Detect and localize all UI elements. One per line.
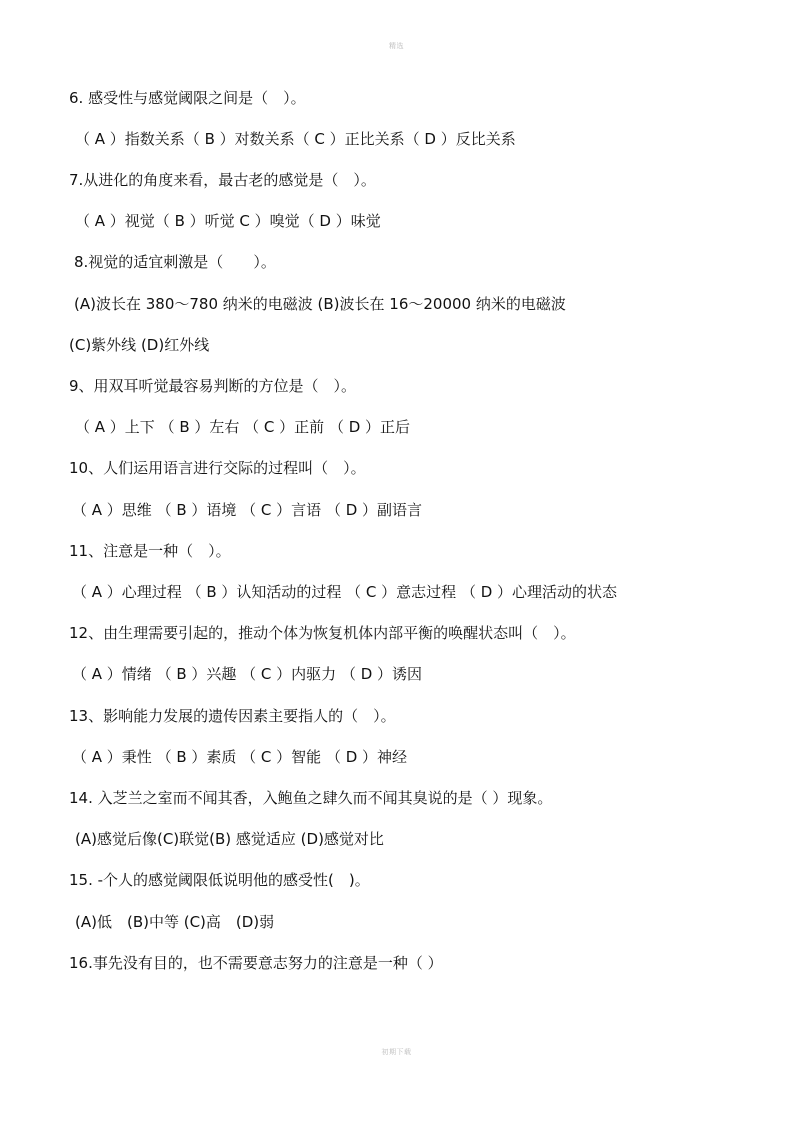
- question-13-options: （ A ）秉性 （ B ）素质 （ C ）智能 （ D ）神经: [72, 748, 408, 766]
- question-16: 16.事先没有目的，也不需要意志努力的注意是一种（ ）: [69, 954, 443, 972]
- question-8: 8.视觉的适宜刺激是（ ）。: [74, 253, 276, 271]
- question-6-options: （ A ）指数关系（ B ）对数关系（ C ）正比关系（ D ）反比关系: [75, 130, 516, 148]
- question-9-options: （ A ）上下 （ B ）左右 （ C ）正前 （ D ）正后: [75, 418, 411, 436]
- question-8-options-c-d: (C)紫外线 (D)红外线: [69, 336, 210, 354]
- question-7: 7.从进化的角度来看，最古老的感觉是（ ）。: [69, 171, 376, 189]
- question-15-options: (A)低 (B)中等 (C)高 (D)弱: [75, 913, 275, 931]
- question-15: 15. -个人的感觉阈限低说明他的感受性( )。: [69, 871, 370, 889]
- question-11: 11、注意是一种（ ）。: [69, 542, 231, 560]
- question-10: 10、人们运用语言进行交际的过程叫（ ）。: [69, 459, 366, 477]
- question-12-options: （ A ）情绪 （ B ）兴趣 （ C ）内驱力 （ D ）诱因: [72, 665, 423, 683]
- question-10-options: （ A ）思维 （ B ）语境 （ C ）言语 （ D ）副语言: [72, 501, 423, 519]
- question-11-options: （ A ）心理过程 （ B ）认知活动的过程 （ C ）意志过程 （ D ）心理活动的状态: [72, 583, 618, 601]
- footer-watermark: 初期下载: [381, 1048, 412, 1056]
- question-14-options: (A)感觉后像(C)联觉(B) 感觉适应 (D)感觉对比: [75, 830, 384, 848]
- question-14: 14. 入芝兰之室而不闻其香，入鲍鱼之肆久而不闻其臭说的是（ ）现象。: [69, 789, 553, 807]
- question-8-options-a-b: (A)波长在 380～780 纳米的电磁波 (B)波长在 16～20000 纳米的电磁波: [74, 295, 566, 313]
- question-6: 6. 感受性与感觉阈限之间是（ ）。: [69, 89, 306, 107]
- question-7-options: （ A ）视觉（ B ）听觉 C ）嗅觉（ D ）味觉: [75, 212, 381, 230]
- header-watermark: 精选: [389, 42, 404, 50]
- question-12: 12、由生理需要引起的，推动个体为恢复机体内部平衡的唤醒状态叫（ ）。: [69, 624, 576, 642]
- question-9: 9、用双耳听觉最容易判断的方位是（ ）。: [69, 377, 357, 395]
- question-13: 13、影响能力发展的遗传因素主要指人的（ ）。: [69, 707, 396, 725]
